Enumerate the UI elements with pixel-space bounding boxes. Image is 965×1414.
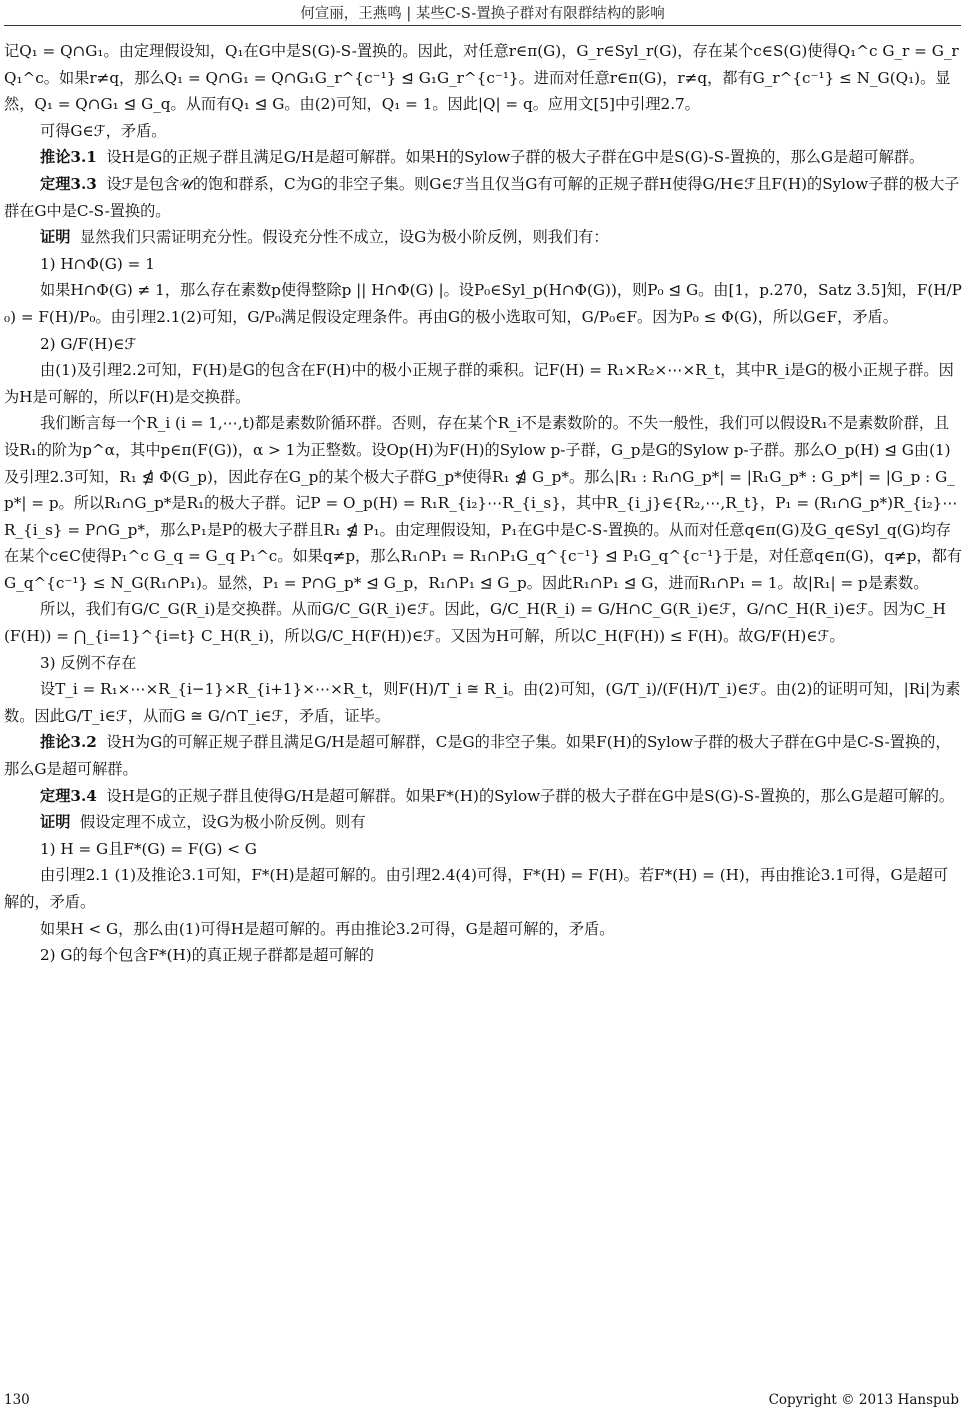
header-divider <box>4 25 961 26</box>
step-item: 3) 反例不存在 <box>40 653 137 672</box>
statement: 设H为G的可解正规子群且满足G/H是超可解群，C是G的非空子集。如果F(H)的Sylow子群的极大子群在G中是C-S-置换的，那么G是超可解群。 <box>4 733 951 779</box>
paragraph: 我们断言每一个R_i (i = 1,⋯,t)都是素数阶循环群。否则，存在某个R_i不是素数阶的。不失一般性，我们可以假设R₁不是素数阶群，且设R₁的阶为p^α，其中p∈π(F(G))，α > 1为正整数。设Op(H)为F(H)的Sylow p-子群，G_p是G的Sylow p-子群。那么O_p(H) ⊴ G由(1)及引理2.3可知，R₁ ⋬ Φ(G_p)，因此存在G_p的某个极大子群G_p*使得R₁ ⋬ G_p*。那么|R₁ : R₁∩G_p*| = |R₁G_p* : G_p*| = |G_p : G_p*| = p。所以R₁∩G_p*是R₁的极大子群。记P = O_p(H) = R₁R_{i₂}⋯R_{i_s}，其中R_{i_j}∈{R₂,⋯,R_t}，P₁ = (R₁∩G_p*)R_{i₂}⋯R_{i_s} = P∩G_p*，那么P₁是P的极大子群且R₁ ⋬ P₁。由定理假设知，P₁在G中是C-S-置换的。从而对任意q∈π(G)及G_q∈Syl_q(G)均存在某个c∈C使得P₁^c G_q = G_q P₁^c。如果q≠p，那么R₁∩P₁ = R₁∩P₁G_q^{c⁻¹} ⊴ P₁G_q^{c⁻¹}于是，对任意q∈π(G)，q≠p，都有G_q^{c⁻¹} ≤ N_G(R₁∩P₁)。显然，P₁ = P∩G_p* ⊴ G_p，R₁∩P₁ ⊴ G_p。因此R₁∩P₁ ⊴ G，进而R₁∩P₁ = 1。故|R₁| = p是素数。 <box>4 414 962 592</box>
paragraph: 设T_i = R₁×⋯×R_{i−1}×R_{i+1}×⋯×R_t，则F(H)/T_i ≅ R_i。由(2)可知，(G/T_i)/(F(H)/T_i)∈ℱ。由(2)的证明可知，|Ri|为素数。因此G/T_i∈ℱ，从而G ≅ G/∩T_i∈ℱ，矛盾，证毕。 <box>4 680 961 725</box>
label: 证明 <box>40 228 71 247</box>
statement: 显然我们只需证明充分性。假设充分性不成立，设G为极小阶反例，则我们有： <box>80 228 609 247</box>
proof-heading <box>4 809 962 836</box>
paragraph: 由引理2.1 (1)及推论3.1可知，F*(H)是超可解的。由引理2.4(4)可得，F*(H) = F(H)。若F*(H) = (H)，再由推论3.1可得，G是超可解的，矛盾。 <box>4 866 949 911</box>
statement: 设H是G的正规子群且满足G/H是超可解群。如果H的Sylow子群的极大子群在G中是S(G)-S-置换的，那么G是超可解群。 <box>106 148 925 167</box>
article-body <box>4 38 962 969</box>
statement: 设ℱ是包含𝒰的饱和群系，C为G的非空子集。则G∈ℱ当且仅当G有可解的正规子群H使得G/H∈ℱ且F(H)的Sylow子群的极大子群在G中是C-S-置换的。 <box>4 174 960 220</box>
proof-heading <box>4 224 962 251</box>
paragraph: 如果H∩Φ(G) ≠ 1，那么存在素数p使得整除p || H∩Φ(G) |。设P₀∈Syl_p(H∩Φ(G))，则P₀ ⊴ G。由[1，p.270，Satz 3.5]知，F(H/P₀) = F(H)/P₀。由引理2.1(2)可知，G/P₀满足假设定理条件。再由G的极小选取可知，G/P₀∈F。因为P₀ ≤ Φ(G)，所以G∈F，矛盾。 <box>4 281 962 326</box>
paragraph: 可得G∈ℱ，矛盾。 <box>40 121 167 140</box>
paragraph: 记Q₁ = Q∩G₁。由定理假设知，Q₁在G中是S(G)-S-置换的。因此，对任意r∈π(G)，G_r∈Syl_r(G)，存在某个c∈S(G)使得Q₁^c G_r = G_r Q₁^c。如果r≠q，那么Q₁ = Q∩G₁ = Q∩G₁G_r^{c⁻¹} ⊴ G₁G_r^{c⁻¹}。进而对任意r∈π(G)，r≠q，都有G_r^{c⁻¹} ≤ N_G(Q₁)。显然，Q₁ = Q∩G₁ ⊴ G_q。从而有Q₁ ⊴ G。由(2)可知，Q₁ = 1。因此|Q| = q。应用文[5]中引理2.7。 <box>4 42 959 114</box>
theorem-3-4 <box>4 783 962 810</box>
paragraph: 由(1)及引理2.2可知，F(H)是G的包含在F(H)中的极小正规子群的乘积。记F(H) = R₁×R₂×⋯×R_t，其中R_i是G的极小正规子群。因为H是可解的，所以F(H)是交换群。 <box>4 361 954 406</box>
running-header: 何宣丽，王燕鸣 | 某些C-S-置换子群对有限群结构的影响 <box>300 6 665 22</box>
statement: 假设定理不成立，设G为极小阶反例。则有 <box>80 813 366 832</box>
label: 推论3.2 <box>40 733 97 752</box>
label: 定理3.4 <box>40 786 97 805</box>
step-item: 2) G的每个包含F*(H)的真正规子群都是超可解的 <box>40 946 374 965</box>
step-item: 1) H∩Φ(G) = 1 <box>40 254 155 273</box>
page-number: 130 <box>4 1392 30 1408</box>
statement: 设H是G的正规子群且使得G/H是超可解群。如果F*(H)的Sylow子群的极大子群在G中是S(G)-S-置换的，那么G是超可解的。 <box>106 786 955 805</box>
label: 证明 <box>40 813 71 832</box>
label: 推论3.1 <box>40 148 97 167</box>
step-item: 2) G/F(H)∈ℱ <box>40 334 137 353</box>
corollary-3-1 <box>4 144 962 171</box>
label: 定理3.3 <box>40 174 97 193</box>
copyright-notice: Copyright © 2013 Hanspub <box>768 1392 959 1408</box>
corollary-3-2 <box>4 729 962 782</box>
theorem-3-3 <box>4 171 962 224</box>
paragraph: 所以，我们有G/C_G(R_i)是交换群。从而G/C_G(R_i)∈ℱ。因此，G/C_H(R_i) = G/H∩C_G(R_i)∈ℱ，G/∩C_H(R_i)∈ℱ。因为C_H(F(H)) = ⋂_{i=1}^{i=t} C_H(R_i)，所以G/C_H(F(H))∈ℱ。又因为H可解，所以C_H(F(H)) ≤ F(H)。故G/F(H)∈ℱ。 <box>4 600 946 646</box>
paragraph: 如果H < G，那么由(1)可得H是超可解的。再由推论3.2可得，G是超可解的，矛盾。 <box>40 919 615 938</box>
step-item: 1) H = G且F*(G) = F(G) < G <box>40 839 257 858</box>
